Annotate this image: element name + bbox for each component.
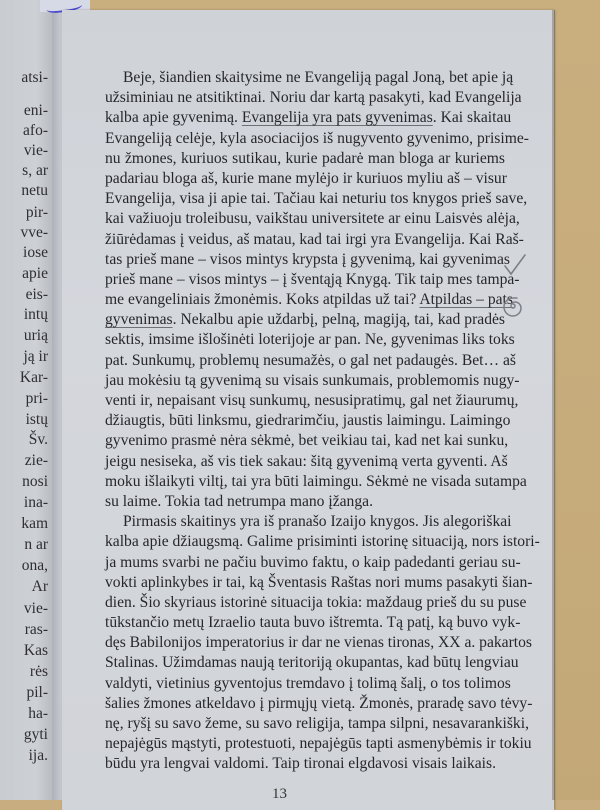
left-page-fragment: apie bbox=[22, 265, 48, 282]
page-number: 13 bbox=[272, 786, 287, 802]
text-line: moku išlaikyti viltį, tai yra būti laimingu. Sėkmė ne visada sutampa bbox=[105, 472, 527, 490]
text-line: Stalinas. Užimdamas naują teritoriją okupantas, kad būtų lengviau bbox=[105, 654, 519, 672]
text-line: vokti aplinkybes ir tai, ką Šventasis Raštas nori mums pasakyti šian- bbox=[105, 573, 533, 591]
left-page bbox=[0, 0, 52, 800]
left-page-fragment: vve- bbox=[20, 224, 48, 241]
text-line: sektis, imsime išlošinėti loterijoje ar pan. Ne, gyvenimas liks toks bbox=[105, 331, 515, 349]
left-page-fragment: eis- bbox=[25, 286, 48, 303]
text-line: žiūrėdamas į veidus, aš matau, kad tai irgi yra Evangelija. Kai Raš- bbox=[105, 230, 524, 248]
body-text bbox=[105, 68, 540, 775]
text-line: me evangeliniais žmonėmis. Koks atpildas už tai? Atpildas – pats bbox=[105, 291, 513, 309]
left-page-fragment: iose bbox=[23, 244, 48, 261]
left-page-fragment: vie- bbox=[23, 142, 48, 159]
left-page-fragment: urią bbox=[23, 327, 48, 344]
left-page-fragment: ją ir bbox=[23, 348, 48, 365]
text-line: ja mums svarbi ne pačiu buvimo faktu, o kaip padedanti geriau su- bbox=[105, 553, 521, 571]
text-line: Beje, šiandien skaitysime ne Evangeliją pagal Joną, bet apie ją bbox=[123, 69, 514, 86]
text-line: pat. Sunkumų, problemų nesumažės, o gal net padaugės. Bet… aš bbox=[105, 351, 516, 369]
left-page-fragment: ina- bbox=[23, 494, 48, 511]
text-line: venti ir, nepaisant visų sunkumų, nesusipratimų, gal net žiaurumų, bbox=[105, 392, 519, 409]
left-page-fragment: atsi- bbox=[21, 69, 48, 86]
text-line: jeigu nesiseka, aš vis tiek sakau: šitą gyvenimą verta gyventi. Aš bbox=[105, 452, 508, 470]
check-mark-icon bbox=[502, 252, 528, 278]
left-page-fragment: Kas bbox=[23, 642, 48, 659]
left-page-fragment: gyti bbox=[23, 726, 48, 743]
left-page-fragment: ras- bbox=[24, 621, 48, 638]
left-page-fragment: rės bbox=[29, 663, 48, 680]
left-page-fragment: nosi bbox=[22, 473, 48, 490]
left-page-fragment: Ar bbox=[31, 578, 48, 595]
left-page-fragment: netu bbox=[21, 182, 48, 199]
text-line: valdyti, vietinius gyventojus tremdavo į tolimą šalį, o tos tolimos bbox=[105, 674, 511, 692]
text-line: būdu yra lengvai valdomi. Taip tironai elgdavosi visais laikais. bbox=[105, 755, 496, 773]
text-line: užsiminiau ne atsitiktinai. Noriu dar kartą pasakyti, kad Evangelija bbox=[105, 89, 522, 107]
left-page-fragment: ija. bbox=[28, 747, 48, 764]
left-page-fragment: afo- bbox=[23, 122, 48, 139]
text-line: Pirmasis skaitinys yra iš pranašo Izaijo knygos. Jis alegoriškai bbox=[123, 513, 512, 531]
page-edge-shadow bbox=[552, 10, 555, 800]
text-line: kalba apie gyvenimą. Evangelija yra pats gyvenimas. Kai skaitau bbox=[105, 109, 512, 127]
left-page-fragment: Šv. bbox=[28, 431, 48, 448]
text-line: Evangeliją celėje, kyla asociacijos iš nugyvento gyvenimo, prisime- bbox=[105, 129, 529, 147]
left-page-fragment: zie- bbox=[24, 452, 48, 469]
text-line: nu žmones, kuriuos sutikau, kurie padarė man bloga ar kuriems bbox=[105, 149, 505, 167]
text-line: prieš mane – visos mintys – į šventąją Knygą. Tik taip mes tampa- bbox=[105, 270, 520, 288]
left-page-fragment: eni- bbox=[23, 102, 48, 119]
text-line: nę, ryšį su savo žeme, su savo religija, tampa silpni, nesavarankiški, bbox=[105, 715, 529, 732]
spiral-doodle-icon bbox=[501, 294, 525, 318]
left-page-fragment: pir- bbox=[25, 204, 48, 221]
text-line: kai važiuoju troleibusu, vaikštau universitete ar einu Laisvės alėja, bbox=[105, 210, 520, 228]
text-line: gyvenimo prasmė nėra sėkmė, bet veikiau tai, kad net kai sunku, bbox=[105, 432, 509, 450]
left-page-fragment: istų bbox=[25, 411, 48, 428]
text-line: dęs Babilonijos imperatorius ir dar ne vienas tironas, XX a. pakartos bbox=[105, 634, 532, 652]
left-page-fragment: s, ar bbox=[22, 162, 48, 179]
text-line: jau mokėsiu tą gyvenimą su visais sunkumais, problemomis nugy- bbox=[105, 371, 520, 389]
left-page-fragment: ona, bbox=[21, 557, 48, 574]
text-line: šalies žmones atkeldavo į pirmųjų vietą. Žmonės, praradę savo tėvy- bbox=[105, 694, 533, 712]
left-page-fragment: kam bbox=[21, 515, 48, 532]
text-line: džiaugtis, būti linksmu, giedrarimčiu, jaustis laimingu. Laimingo bbox=[105, 412, 511, 430]
text-line: kalba apie džiaugsmą. Galime prisiminti istorinę situaciją, nors istori- bbox=[105, 533, 540, 551]
pencil-underline: Evangelija yra pats gyvenimas bbox=[241, 109, 433, 127]
text-line: su laime. Tokia tad netrumpa mano įžanga. bbox=[105, 492, 373, 510]
text-line: tūkstančio metų Izraelio tauta buvo ištremta. Tą patį, ką buvo vyk- bbox=[105, 614, 521, 632]
left-page-fragment: pil- bbox=[26, 684, 48, 701]
left-page-fragment: pri- bbox=[25, 390, 48, 407]
text-line: Evangelija, visa ji apie tai. Tačiau kai neturiu tos knygos prieš save, bbox=[105, 190, 528, 208]
text-line: dien. Šio skyriaus istorinė situacija tokia: maždaug prieš du su puse bbox=[105, 593, 527, 611]
left-page-fragment: intų bbox=[23, 306, 48, 323]
text-line: gyvenimas. Nekalbu apie uždarbį, pelną, magiją, tai, kad pradės bbox=[105, 311, 505, 329]
text-line: padariau bloga aš, kurie mane mylėjo ir kuriuos myliu aš – visur bbox=[105, 169, 507, 187]
left-page-fragment: n ar bbox=[24, 536, 48, 553]
text-line: tas prieš mane – visos mintys krypsta į gyvenimą, kai gyvenimas bbox=[105, 250, 510, 268]
left-page-fragment: Kar- bbox=[19, 369, 48, 386]
pencil-underline: Atpildas – pats bbox=[419, 291, 513, 309]
pencil-underline: gyvenimas bbox=[105, 311, 173, 329]
text-line: nepajėgūs mąstyti, protestuoti, nepajėgūs tapti asmenybėmis ir tokiu bbox=[105, 735, 532, 753]
left-page-fragment: vie- bbox=[23, 600, 48, 617]
left-page-fragment: ha- bbox=[28, 705, 48, 722]
